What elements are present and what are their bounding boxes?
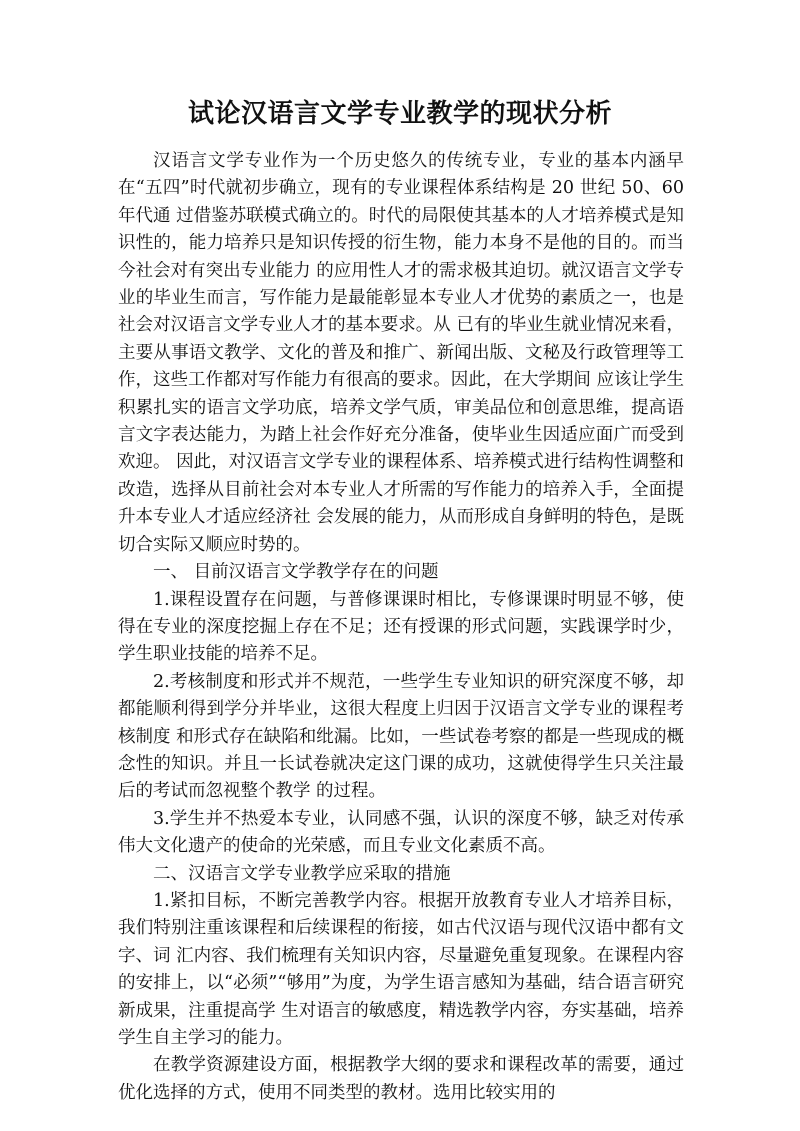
problem-item-1: 1.课程设置存在问题，与普修课课时相比，专修课课时明显不够，使得在专业的深度挖掘上存在不足；还有授课的形式问题，实践课学时少，学生职业技能的培养不足。 <box>118 589 684 665</box>
problem-item-2: 2.考核制度和形式并不规范，一些学生专业知识的研究深度不够，却都能顺利得到学分并毕业，这很大程度上归因于汉语言文学专业的课程考核制度 和形式存在缺陷和纰漏。比如，一些试卷考察的都是一些现成的概念性的知识。并且一长试卷就决定这门课的成功，这就使得学生只关注最后的考试而忽视整个教学 的过程。 <box>118 671 684 802</box>
resources-paragraph: 在教学资源建设方面，根据教学大纲的要求和课程改革的需要，通过优化选择的方式，使用不同类型的教材。选用比较实用的 <box>118 1055 684 1103</box>
section-heading-problems: 一、 目前汉语言文学教学存在的问题 <box>153 562 439 583</box>
document-body <box>118 148 684 1107</box>
measure-item-1: 1.紧扣目标，不断完善教学内容。根据开放教育专业人才培养目标，我们特别注重该课程和后续课程的衔接，如古代汉语与现代汉语中都有文字、词 汇内容、我们梳理有关知识内容，尽量避免重复现象。在课程内容的安排上，以“必须”“够用”为度，为学生语言感知为基础，结合语言研究新成果，注重提高学 生对语言的敏感度，精选教学内容，夯实基础，培养学生自主学习的能力。 <box>118 890 684 1048</box>
section-heading-measures: 二、汉语言文学专业教学应采取的措施 <box>153 863 451 884</box>
intro-paragraph: 汉语言文学专业作为一个历史悠久的传统专业，专业的基本内涵早在“五四”时代就初步确立，现有的专业课程体系结构是 20 世纪 50、60 年代通 过借鉴苏联模式确立的。时代的局限使其基本的人才培养模式是知识性的，能力培养只是知识传授的衍生物，能力本身不是他的目的。而当今社会对有突出专业能力 的应用性人才的需求极其迫切。就汉语言文学专业的毕业生而言，写作能力是最能彰显本专业人才优势的素质之一，也是社会对汉语言文学专业人才的基本要求。从 已有的毕业生就业情况来看，主要从事语文教学、文化的普及和推广、新闻出版、文秘及行政管理等工作，这些工作都对写作能力有很高的要求。因此，在大学期间 应该让学生积累扎实的语言文学功底，培养文学气质，审美品位和创意思维，提高语言文字表达能力，为踏上社会作好充分准备，使毕业生因适应面广而受到欢迎。 因此，对汉语言文学专业的课程体系、培养模式进行结构性调整和改造，选择从目前社会对本专业人才所需的写作能力的培养入手，全面提升本专业人才适应经济社 会发展的能力，从而形成自身鲜明的特色，是既切合实际又顺应时势的。 <box>118 151 684 555</box>
document-title: 试论汉语言文学专业教学的现状分析 <box>187 99 612 129</box>
problem-item-3: 3.学生并不热爱本专业，认同感不强，认识的深度不够，缺乏对传承伟大文化遗产的使命的光荣感，而且专业文化素质不高。 <box>118 808 684 857</box>
